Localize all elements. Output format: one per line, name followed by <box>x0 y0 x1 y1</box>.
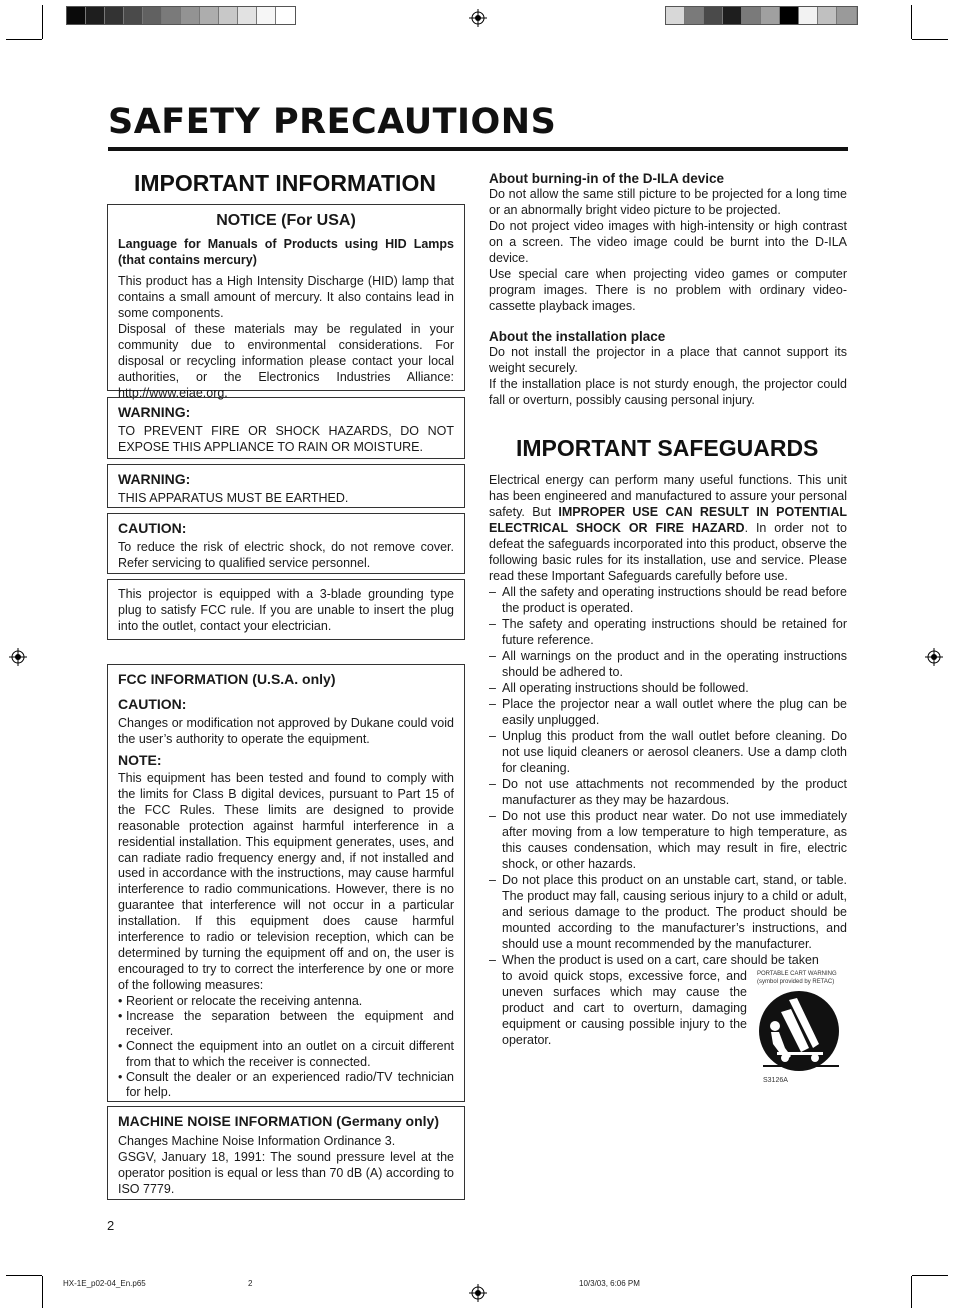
noise-heading: MACHINE NOISE INFORMATION (Germany only) <box>118 1113 439 1129</box>
safeguard-item: – Unplug this product from the wall outlet before cleaning. Do not use liquid cleaners or aerosol cleaners. Use a damp cloth for cleaning. <box>489 728 847 776</box>
fcc-measure-item: • Consult the dealer or an experienced radio/TV technician for help. <box>118 1070 454 1100</box>
fcc-measures-list <box>118 994 454 1100</box>
registration-mark-top <box>469 9 487 27</box>
notice-subheading: Language for Manuals of Products using HID Lamps (that contains mercury) <box>118 237 454 267</box>
safeguard-item: – All operating instructions should be followed. <box>489 680 847 696</box>
safeguard-item: – Do not place this product on an unstable cart, stand, or table. The product may fall, causing serious injury to a child or adult, and serious damage to the product. The product should be mounted according to the manufacturer’s instructions, and should use a mount recommended by the manufacturer. <box>489 872 847 952</box>
fcc-caution-text: Changes or modification not approved by Dukane could void the user’s authority to operate the equipment. <box>118 716 454 746</box>
safeguard-item: – Do not use this product near water. Do not use immediately after moving from a low temperature to high temperature, as this causes condensation, which may result in fire, electric shock, or other hazards. <box>489 808 847 872</box>
safeguard-item: – All the safety and operating instructions should be read before the product is operated. <box>489 584 847 616</box>
portable-cart-warning <box>757 970 847 1084</box>
fcc-measure-item: • Connect the equipment into an outlet on a circuit different from that to which the receiver is connected. <box>118 1039 454 1069</box>
registration-mark-right <box>925 648 943 666</box>
color-calibration-strip-left <box>66 6 296 25</box>
safeguards-intro-text: Electrical energy can perform many useful functions. This unit has been engineered and manufactured to assure your personal safety. But <box>489 473 847 519</box>
grounding-box <box>107 579 465 640</box>
burn-in-heading: About burning-in of the D-ILA device <box>489 171 724 186</box>
important-safeguards-heading: IMPORTANT SAFEGUARDS <box>516 435 819 461</box>
cart-caption-1: PORTABLE CART WARNING <box>757 971 837 977</box>
fcc-note-heading: NOTE: <box>118 752 162 768</box>
grounding-text: This projector is equipped with a 3-blade grounding type plug to satisfy FCC rule. If you are unable to insert the plug into the outlet, contact your electrician. <box>118 587 454 633</box>
cart-rest-text: to avoid quick stops, excessive force, and uneven surfaces which may cause the product and cart to overturn, damaging equipment or causing possible injury to the operator. <box>502 969 747 1047</box>
notice-paragraph-1: This product has a High Intensity Discharge (HID) lamp that contains a small amount of mercury. It also contains lead in some components. <box>118 274 454 320</box>
cart-code: S3126A <box>763 1077 788 1084</box>
safeguards-intro <box>489 472 847 584</box>
caution-box <box>107 513 465 574</box>
installation-paragraph-1: Do not install the projector in a place that cannot support its weight securely. <box>489 345 847 375</box>
burn-in-paragraph-3: Use special care when projecting video games or computer program images. There is no problem with ordinary video-cassette playback images. <box>489 267 847 313</box>
page-title: SAFETY PRECAUTIONS <box>108 102 557 142</box>
safeguard-item: – The safety and operating instructions should be retained for future reference. <box>489 616 847 648</box>
installation-heading: About the installation place <box>489 329 666 344</box>
installation-paragraph-2: If the installation place is not sturdy enough, the projector could fall or overturn, possibly causing personal injury. <box>489 377 847 407</box>
notice-paragraph-2: Disposal of these materials may be regulated in your community due to environmental considerations. For disposal or recycling information please contact your local authorities, or the Electronics Industries Alliance: http://www.eiae.org. <box>118 322 454 400</box>
notice-box <box>107 204 465 400</box>
fcc-box <box>107 664 465 1102</box>
safeguard-item: – Do not use attachments not recommended by the product manufacturer as they may be hazardous. <box>489 776 847 808</box>
caution-heading: CAUTION: <box>118 520 187 536</box>
safeguard-item: – All warnings on the product and in the operating instructions should be adhered to. <box>489 648 847 680</box>
cart-caption-2: (symbol provided by RETAC) <box>757 979 835 985</box>
warning-1-heading: WARNING: <box>118 404 191 420</box>
safeguard-item: – Place the projector near a wall outlet where the plug can be easily unplugged. <box>489 696 847 728</box>
caution-text: To reduce the risk of electric shock, do not remove cover. Refer servicing to qualified service personnel. <box>118 540 454 570</box>
registration-mark-bottom <box>469 1284 487 1302</box>
noise-box <box>107 1106 465 1200</box>
fcc-measure-item: • Reorient or relocate the receiving antenna. <box>118 994 454 1009</box>
registration-mark-left <box>9 648 27 666</box>
warning-1-text: TO PREVENT FIRE OR SHOCK HAZARDS, DO NOT EXPOSE THIS APPLIANCE TO RAIN OR MOISTURE. <box>118 424 454 454</box>
fcc-measure-item: • Increase the separation between the equipment and receiver. <box>118 1009 454 1039</box>
fcc-caution-heading: CAUTION: <box>118 696 187 712</box>
installation-section <box>489 329 847 408</box>
burn-in-section <box>489 171 847 314</box>
noise-line-1: Changes Machine Noise Information Ordinance 3. <box>118 1134 396 1148</box>
safeguards-intro-text-end: . In order not to defeat the safeguards incorporated into this product, observe the following basic rules for its installation, use and service. Please read these Important Safeguards carefully before use. <box>489 521 847 583</box>
safeguards-intro-emphasis: IMPROPER USE CAN RESULT IN POTENTIAL ELECTRICAL SHOCK OR FIRE HAZARD <box>489 505 847 535</box>
footer-filename: HX-1E_p02-04_En.p65 <box>63 1279 146 1288</box>
page-number: 2 <box>107 1218 115 1233</box>
footer-date: 10/3/03, 6:06 PM <box>579 1279 640 1288</box>
warning-2-heading: WARNING: <box>118 471 191 487</box>
color-calibration-strip-right <box>665 6 858 25</box>
burn-in-paragraph-1: Do not allow the same still picture to be projected for a long time or an abnormally bright video picture to be projected. <box>489 187 847 217</box>
cart-tip-over-icon <box>757 990 843 1074</box>
warning-box-1 <box>107 397 465 459</box>
important-information-heading: IMPORTANT INFORMATION <box>134 170 436 196</box>
footer-page: 2 <box>248 1279 253 1288</box>
notice-heading: NOTICE (For USA) <box>216 212 356 229</box>
title-rule <box>108 147 848 151</box>
noise-line-2: GSGV, January 18, 1991: The sound pressure level at the operator position is equal or less than 70 dB (A) according to ISO 7779. <box>118 1150 454 1196</box>
safeguards-section <box>489 472 847 1048</box>
warning-2-text: THIS APPARATUS MUST BE EARTHED. <box>118 491 349 505</box>
warning-box-2 <box>107 464 465 508</box>
fcc-note-text: This equipment has been tested and found to comply with the limits for Class B digital devices, pursuant to Part 15 of the FCC Rules. These limits are designed to provide reasonable protection against harmful interference in a residential installation. This equipment generates, uses, and can radiate radio frequency energy and, if not installed and used in accordance with the instructions, may cause harmful interference to radio communications. However, there is no guarantee that interference will not occur in a particular installation. If this equipment does cause harmful interference to radio or television reception, which can be determined by turning the equipment off and on, the user is encouraged to try to correct the interference by one or more of the following measures: <box>118 771 454 992</box>
fcc-heading: FCC INFORMATION (U.S.A. only) <box>118 671 336 687</box>
burn-in-paragraph-2: Do not project video images with high-intensity or high contrast on a screen. The video image could be burnt into the D-ILA device. <box>489 219 847 265</box>
cart-lead-text: – When the product is used on a cart, care should be taken <box>502 953 819 967</box>
